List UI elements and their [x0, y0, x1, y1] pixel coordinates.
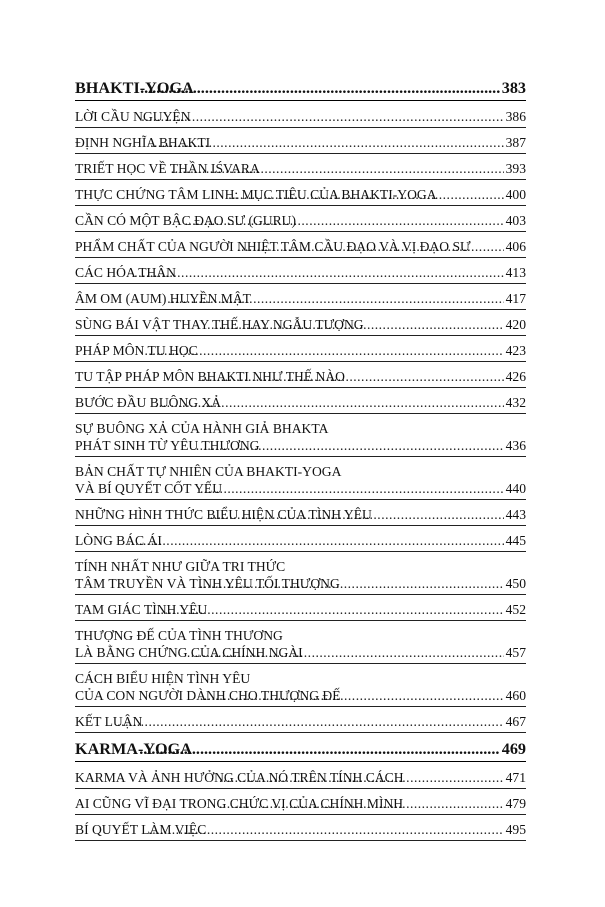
toc-page-number: 420	[505, 317, 526, 332]
toc-entry-title-line: LÀ BẰNG CHỨNG CỦA CHÍNH NGÀI	[75, 645, 303, 660]
toc-section-heading	[75, 739, 526, 762]
toc-entry	[75, 420, 526, 457]
dot-leader	[210, 506, 504, 523]
toc-page-number: 479	[505, 796, 526, 811]
toc-entry	[75, 368, 526, 388]
toc-entry-title-line: ÂM OM (AUM) HUYỀN MẬT	[75, 291, 251, 306]
toc-entry-title	[75, 160, 260, 177]
toc-entry	[75, 290, 526, 310]
toc-entry-title	[75, 795, 404, 812]
toc-entry-title-line: VÀ BÍ QUYẾT CỐT YẾU	[75, 481, 223, 496]
dot-leader	[200, 480, 504, 497]
dot-leader	[167, 290, 503, 307]
toc-page-number: 469	[501, 740, 526, 758]
dot-leader	[219, 795, 504, 812]
dot-leader	[149, 601, 504, 618]
toc-page-number: 445	[505, 533, 526, 548]
toc-entry-title-line: BÍ QUYẾT LÀM VIỆC	[75, 822, 207, 837]
toc-entry-title	[75, 821, 207, 838]
toc-entry	[75, 238, 526, 258]
dot-leader	[155, 394, 504, 411]
toc-entry-title-line: KẾT LUẬN	[75, 714, 143, 729]
toc-entry-title-line: PHÁT SINH TỪ YÊU THƯƠNG	[75, 438, 260, 453]
toc-page-number: 423	[505, 343, 526, 358]
dot-leader	[148, 821, 503, 838]
toc-page-number: 440	[505, 481, 526, 496]
toc-entry-title-line: THỰC CHỨNG TÂM LINH: MỤC TIÊU CỦA BHAKTI-YOGA	[75, 187, 437, 202]
toc-entry-title	[75, 463, 342, 497]
toc-entry-title-line: LỜI CẦU NGUYỆN	[75, 109, 191, 124]
toc-entry-title-line: CỦA CON NGƯỜI DÀNH CHO THƯỢNG ĐẾ	[75, 688, 341, 703]
toc-entry-title-line: ĐỊNH NGHĨA BHAKTI	[75, 135, 211, 150]
toc-page-number: 406	[505, 239, 526, 254]
dot-leader	[139, 739, 499, 759]
toc-entry-title-line: BHAKTI-YOGA	[75, 79, 194, 97]
toc-page-number: 413	[505, 265, 526, 280]
toc-entry-title	[75, 506, 372, 523]
toc-entry-title	[75, 601, 208, 618]
dot-leader	[140, 78, 500, 98]
toc-entry-title-line: TAM GIÁC TÌNH YÊU	[75, 602, 208, 617]
toc-entry-title	[75, 238, 471, 255]
dot-leader	[237, 238, 504, 255]
toc-entry-title	[75, 212, 297, 229]
toc-page-number: 400	[505, 187, 526, 202]
table-of-contents	[75, 78, 526, 847]
toc-entry	[75, 601, 526, 621]
toc-entry-title-line: TU TẬP PHÁP MÔN BHAKTI NHƯ THẾ NÀO	[75, 369, 345, 384]
toc-page-number: 403	[505, 213, 526, 228]
toc-page-number: 383	[501, 79, 526, 97]
toc-entry-title-line: KARMA VÀ ẢNH HƯỞNG CỦA NÓ TRÊN TÍNH CÁCH	[75, 770, 404, 785]
toc-entry	[75, 821, 526, 841]
toc-entry-title-line: PHÁP MÔN TU HỌC	[75, 343, 198, 358]
dot-leader	[127, 532, 503, 549]
toc-entry-title	[75, 290, 251, 307]
toc-page-number: 386	[505, 109, 526, 124]
toc-page-number: 495	[505, 822, 526, 837]
toc-entry-title-line: LÒNG BÁC ÁI	[75, 533, 162, 548]
toc-entry	[75, 160, 526, 180]
toc-page-number: 432	[505, 395, 526, 410]
toc-entry	[75, 769, 526, 789]
dot-leader	[200, 687, 504, 704]
toc-entry	[75, 394, 526, 414]
toc-entry-title	[75, 394, 222, 411]
toc-entry-title	[75, 108, 191, 125]
toc-entry-title-line: SÙNG BÁI VẬT THAY THẾ HAY NGẪU TƯỢNG	[75, 317, 364, 332]
dot-leader	[228, 186, 503, 203]
toc-entry-title	[75, 264, 176, 281]
toc-entry-title-line: THƯỢNG ĐẾ CỦA TÌNH THƯƠNG	[75, 628, 283, 643]
toc-entry	[75, 108, 526, 128]
toc-entry-title-line: CÁC HÓA THÂN	[75, 265, 176, 280]
toc-entry	[75, 532, 526, 552]
toc-entry-title	[75, 134, 211, 151]
toc-page-number: 460	[505, 688, 526, 703]
toc-entry	[75, 134, 526, 154]
toc-entry	[75, 795, 526, 815]
toc-entry-title-line: PHẨM CHẤT CỦA NGƯỜI NHIỆT TÂM CẦU ĐẠO VÀ VỊ ĐẠO SƯ	[75, 239, 471, 254]
toc-entry	[75, 506, 526, 526]
toc-entry-title	[75, 769, 404, 786]
toc-page-number: 436	[505, 438, 526, 453]
toc-entry-title	[75, 342, 198, 359]
toc-page-number: 450	[505, 576, 526, 591]
toc-entry-title	[75, 627, 303, 661]
toc-entry-title-line: BẢN CHẤT TỰ NHIÊN CỦA BHAKTI-YOGA	[75, 464, 342, 479]
dot-leader	[207, 316, 503, 333]
toc-page-number: 452	[505, 602, 526, 617]
toc-entry	[75, 316, 526, 336]
toc-entry-title	[75, 670, 341, 704]
toc-page-number: 467	[505, 714, 526, 729]
dot-leader	[184, 212, 503, 229]
toc-entry-title-line: NHỮNG HÌNH THỨC BIỂU HIỆN CỦA TÌNH YÊU	[75, 507, 372, 522]
toc-entry-title	[75, 316, 364, 333]
toc-entry-title	[75, 532, 162, 549]
toc-entry-title	[75, 186, 437, 203]
toc-page-number: 471	[505, 770, 526, 785]
toc-entry	[75, 212, 526, 232]
dot-leader	[187, 644, 504, 661]
dot-leader	[196, 437, 504, 454]
toc-section-heading	[75, 78, 526, 101]
dot-leader	[134, 264, 503, 281]
dot-leader	[150, 134, 504, 151]
toc-page-number: 393	[505, 161, 526, 176]
toc-page-number: 457	[505, 645, 526, 660]
toc-entry-title-line: TRIẾT HỌC VỀ THẦN IŚVARA	[75, 161, 260, 176]
toc-entry-title-line: SỰ BUÔNG XẢ CỦA HÀNH GIẢ BHAKTA	[75, 421, 329, 436]
toc-entry-title	[75, 739, 192, 759]
toc-entry-title-line: CÁCH BIỂU HIỆN TÌNH YÊU	[75, 671, 251, 686]
toc-entry	[75, 342, 526, 362]
dot-leader	[200, 575, 504, 592]
toc-entry	[75, 558, 526, 595]
toc-page-number: 443	[505, 507, 526, 522]
toc-entry-title	[75, 368, 345, 385]
toc-entry	[75, 186, 526, 206]
toc-entry-title-line: BƯỚC ĐẦU BUÔNG XẢ	[75, 395, 222, 410]
toc-entry	[75, 670, 526, 707]
toc-entry-title-line: TÂM TRUYỀN VÀ TÌNH YÊU TỐI THƯỢNG	[75, 576, 340, 591]
dot-leader	[219, 769, 504, 786]
toc-page-number: 417	[505, 291, 526, 306]
toc-entry-title	[75, 713, 143, 730]
dot-leader	[171, 160, 504, 177]
toc-entry	[75, 264, 526, 284]
toc-entry-title-line: CẦN CÓ MỘT BẬC ĐẠO SƯ (GURU)	[75, 213, 297, 228]
dot-leader	[201, 368, 503, 385]
toc-entry-title	[75, 558, 340, 592]
dot-leader	[117, 713, 503, 730]
dot-leader	[141, 108, 503, 125]
toc-entry	[75, 463, 526, 500]
dot-leader	[145, 342, 504, 359]
toc-page-number: 426	[505, 369, 526, 384]
toc-entry	[75, 713, 526, 733]
toc-page-number: 387	[505, 135, 526, 150]
toc-entry-title-line: TÍNH NHẤT NHƯ GIỮA TRI THỨC	[75, 559, 286, 574]
toc-entry-title	[75, 78, 194, 98]
toc-entry-title	[75, 420, 329, 454]
toc-entry	[75, 627, 526, 664]
toc-entry-title-line: KARMA-YOGA	[75, 740, 192, 758]
toc-entry-title-line: AI CŨNG VĨ ĐẠI TRONG CHỨC VỊ CỦA CHÍNH MÌNH	[75, 796, 404, 811]
